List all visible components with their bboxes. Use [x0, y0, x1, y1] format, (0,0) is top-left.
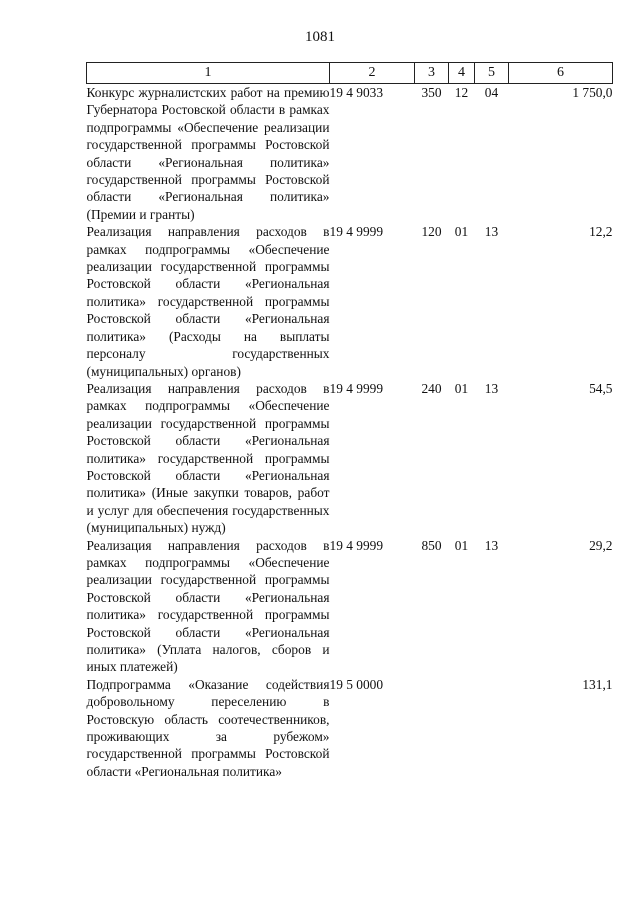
row-amount: 12,2	[589, 224, 613, 240]
row-target-code: 19 4 9999	[329, 224, 384, 240]
table-header-row	[87, 63, 613, 84]
budget-table	[86, 62, 613, 780]
row-section: 01	[454, 224, 469, 240]
row-section: 01	[454, 537, 469, 553]
row-target-code: 19 4 9033	[329, 85, 384, 100]
row-expense-type: 350	[421, 85, 442, 100]
row-section: 01	[454, 380, 469, 396]
row-subsection	[475, 676, 509, 780]
row-target-code: 19 4 9999	[329, 380, 384, 396]
row-target-code: 19 4 9999	[329, 537, 384, 553]
row-subsection: 13	[484, 224, 499, 240]
row-description: Реализация направления расходов в рамках подпрограммы «Обеспечение реализации государственной программы Ростовской области «Региональная политика» государственной программы Ростовской области «Региональная политика» (Уплата налогов, сборов и иных платежей)	[86, 537, 330, 675]
column-header-1: 1	[87, 63, 330, 84]
row-section: 12	[454, 85, 469, 100]
column-header-5: 5	[475, 63, 509, 84]
column-header-3: 3	[415, 63, 449, 84]
table-row	[87, 537, 613, 676]
row-expense-type: 240	[421, 380, 442, 396]
row-target-code: 19 5 0000	[329, 676, 384, 692]
row-expense-type: 850	[421, 537, 442, 553]
row-amount: 29,2	[589, 537, 613, 553]
row-subsection: 04	[484, 85, 499, 100]
row-amount: 1 750,0	[572, 85, 613, 100]
table-row	[87, 380, 613, 537]
row-description: Подпрограмма «Оказание содействия добровольному переселению в Ростовскую область соотечественников, проживающих за рубежом» государственной программы Ростовской области «Региональная политика»	[86, 676, 330, 779]
table-row	[87, 676, 613, 780]
row-amount: 54,5	[589, 380, 613, 396]
row-expense-type	[415, 676, 449, 780]
column-header-4: 4	[449, 63, 475, 84]
row-section	[449, 676, 475, 780]
row-amount: 131,1	[582, 676, 613, 692]
row-description: Реализация направления расходов в рамках подпрограммы «Обеспечение реализации государственной программы Ростовской области «Региональная политика» государственной программы Ростовской области «Региональная политика» (Иные закупки товаров, работ и услуг для обеспечения государственных (муниципальных) нужд)	[86, 380, 330, 536]
row-subsection: 13	[484, 537, 499, 553]
table-row	[87, 223, 613, 380]
row-description: Конкурс журналистских работ на премию Губернатора Ростовской области в рамках подпрограммы «Обеспечение реализации государственной программы Ростовской области «Региональная политика» государственной программы Ростовской области «Региональная политика» (Премии и гранты)	[86, 85, 330, 222]
column-header-6: 6	[509, 63, 613, 84]
row-expense-type: 120	[421, 224, 442, 240]
row-subsection: 13	[484, 380, 499, 396]
page-number: 1081	[305, 29, 335, 45]
table-row	[87, 84, 613, 224]
row-description: Реализация направления расходов в рамках подпрограммы «Обеспечение реализации государственной программы Ростовской области «Региональная политика» государственной программы Ростовской области «Региональная политика» (Расходы на выплаты персоналу государственных (муниципальных) органов)	[86, 224, 330, 379]
column-header-2: 2	[330, 63, 415, 84]
